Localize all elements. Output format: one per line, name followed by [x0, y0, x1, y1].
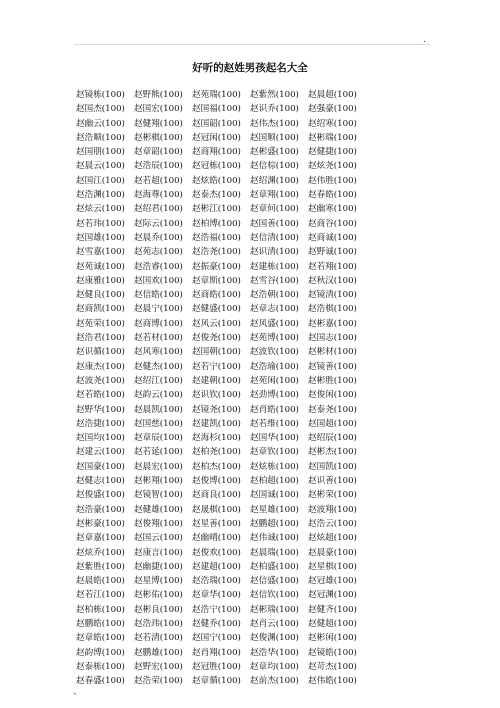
name-entry: 赵章钦(100): [250, 447, 299, 458]
name-entry: 赵国宁(100): [192, 633, 241, 644]
name-entry: 赵强豪(100): [308, 104, 357, 115]
name-entry: 赵雪嘉(100): [76, 247, 125, 258]
name-entry: 赵春皓(100): [308, 190, 357, 201]
name-entry: 赵国善(100): [250, 218, 299, 229]
name-entry: 赵伟皓(100): [308, 676, 357, 687]
name-entry: 赵星棋(100): [308, 561, 357, 572]
name-entry: 赵章志(100): [250, 304, 299, 315]
name-entry: 赵前杰(100): [250, 676, 299, 687]
name-entry: 赵国朝(100): [192, 347, 241, 358]
name-entry: 赵俊盛(100): [76, 490, 125, 501]
name-entry: 赵肖皓(100): [250, 404, 299, 415]
name-entry: 赵健超(100): [308, 618, 357, 629]
name-entry: 赵秋汉(100): [308, 275, 357, 286]
name-entry: 赵镜栋(100): [76, 90, 125, 100]
name-entry: 赵浩睿(100): [134, 261, 183, 272]
page-title: 好听的赵姓男孩起名大全: [192, 62, 308, 74]
name-entry: 赵苑瑞(100): [192, 90, 241, 100]
name-entry: 赵炫云(100): [76, 204, 125, 215]
name-entry: 赵冠栋(100): [192, 161, 241, 172]
name-entry: 赵苑闲(100): [250, 375, 299, 386]
name-entry: 赵若翔(100): [308, 261, 357, 272]
name-entry: 赵章韶(100): [134, 147, 183, 158]
name-entry: 赵柏杰(100): [192, 461, 241, 472]
name-entry: 赵冠胜(100): [192, 661, 241, 672]
name-entry: 赵国雄(100): [76, 232, 125, 243]
name-entry: 赵彬荣(100): [308, 490, 357, 501]
name-entry: 赵紫然(100): [250, 90, 299, 100]
name-entry: 赵晨瑞(100): [250, 547, 299, 558]
name-entry: 赵彬豪(100): [76, 518, 125, 529]
name-entry: 赵浩尧(100): [192, 247, 241, 258]
name-entry: 赵波钦(100): [250, 347, 299, 358]
name-entry: 赵波翔(100): [308, 504, 357, 515]
name-entry: 赵彬杰(100): [308, 447, 357, 458]
name-entry: 赵商翔(100): [192, 147, 241, 158]
name-entry: 赵国慈(100): [134, 418, 183, 429]
name-entry: 赵风盛(100): [250, 318, 299, 329]
name-entry: 赵浩福(100): [192, 232, 241, 243]
name-entry: 赵国豪(100): [76, 461, 125, 472]
name-entry: 赵浩棋(100): [308, 304, 357, 315]
name-entry: 赵星雄(100): [250, 504, 299, 515]
name-entry: 赵识善(100): [308, 476, 357, 487]
name-entry: 赵晟棋(100): [192, 504, 241, 515]
name-entry: 赵绍君(100): [134, 204, 183, 215]
name-entry: 赵波尧(100): [76, 375, 125, 386]
name-entry: 赵彬良(100): [134, 604, 183, 615]
name-entry: 赵绍辰(100): [308, 433, 357, 444]
name-entry: 赵健良(100): [76, 290, 125, 301]
name-entry: 赵商良(100): [192, 490, 241, 501]
header-rule: [74, 44, 430, 45]
name-entry: 赵浩玮(100): [134, 618, 183, 629]
name-entry: 赵海尊(100): [134, 190, 183, 201]
name-entry: 赵建凯(100): [192, 418, 241, 429]
name-entry: 赵彬嘉(100): [308, 318, 357, 329]
name-entry: 赵野诚(100): [308, 247, 357, 258]
name-entry: 赵国凯(100): [308, 461, 357, 472]
name-entry: 赵海杉(100): [192, 433, 241, 444]
name-entry: 赵彬材(100): [308, 347, 357, 358]
name-entry: 赵俊博(100): [192, 476, 241, 487]
name-entry: 赵国均(100): [76, 433, 125, 444]
name-entry: 赵章何(100): [250, 204, 299, 215]
name-entry: 赵康言(100): [134, 547, 183, 558]
name-entry: 赵柏博(100): [192, 218, 241, 229]
name-entry: 赵浩豪(100): [76, 504, 125, 515]
name-entry: 赵韵云(100): [134, 390, 183, 401]
name-entry: 赵鹏雄(100): [134, 647, 183, 658]
name-entry: 赵商皓(100): [192, 290, 241, 301]
name-entry: 赵商凯(100): [76, 304, 125, 315]
name-entry: 赵浩云(100): [308, 518, 357, 529]
name-entry: 赵炫乔(100): [76, 547, 125, 558]
name-entry: 赵浩华(100): [250, 647, 299, 658]
name-entry: 赵绍渊(100): [250, 175, 299, 186]
name-entry: 赵识循(100): [76, 347, 125, 358]
name-entry: 赵星博(100): [134, 576, 183, 587]
name-entry: 赵识乔(100): [250, 104, 299, 115]
name-entry: 赵国华(100): [250, 433, 299, 444]
name-entry: 赵柏尧(100): [192, 447, 241, 458]
name-entry: 赵炫皓(100): [192, 175, 241, 186]
name-entry: 赵韵博(100): [76, 647, 125, 658]
name-entry: 赵幽云(100): [76, 118, 125, 129]
name-entry: 赵炫栋(100): [250, 461, 299, 472]
name-entry: 赵健杰(100): [134, 361, 183, 372]
name-entry: 赵国云(100): [134, 533, 183, 544]
name-entry: 赵彬棋(100): [134, 132, 183, 143]
name-entry: 赵鹏皓(100): [76, 618, 125, 629]
name-entry: 赵晨宁(100): [134, 304, 183, 315]
name-entry: 赵康雅(100): [76, 275, 125, 286]
name-entry: 赵伟杰(100): [250, 118, 299, 129]
name-entry: 赵彬盛(100): [250, 147, 299, 158]
name-entry: 赵信钦(100): [250, 590, 299, 601]
name-entry: 赵炫超(100): [308, 533, 357, 544]
name-entry: 赵冠闲(100): [192, 132, 241, 143]
name-entry: 赵晨豪(100): [308, 547, 357, 558]
name-entry: 赵苑志(100): [134, 247, 183, 258]
name-entry: 赵健雄(100): [134, 504, 183, 515]
name-entry: 赵建栋(100): [250, 261, 299, 272]
name-entry: 赵国朋(100): [76, 147, 125, 158]
name-entry: 赵晨宏(100): [134, 461, 183, 472]
name-entry: 赵镜皓(100): [308, 647, 357, 658]
name-entry: 赵国欢(100): [134, 275, 183, 286]
name-entry: 赵浩捷(100): [76, 418, 125, 429]
name-entry: 赵国超(100): [308, 418, 357, 429]
name-entry: 赵晨超(100): [308, 90, 357, 100]
name-entry: 赵彬瑞(100): [250, 604, 299, 615]
name-entry: 赵俊渊(100): [250, 633, 299, 644]
name-entry: 赵章斯(100): [192, 275, 241, 286]
name-entry: 赵浩荣(100): [134, 676, 183, 687]
name-entry: 赵镜尧(100): [192, 404, 241, 415]
name-entry: 赵冠渊(100): [308, 590, 357, 601]
name-entry: 赵柏超(100): [250, 476, 299, 487]
name-entry: 赵雪谷(100): [250, 275, 299, 286]
name-entry: 赵彬胜(100): [308, 375, 357, 386]
name-entry: 赵国顺(100): [250, 132, 299, 143]
name-entry: 赵春盛(100): [76, 676, 125, 687]
name-entry: 赵伟胜(100): [308, 175, 357, 186]
name-entry: 赵彬翔(100): [134, 476, 183, 487]
name-entry: 赵劲博(100): [250, 390, 299, 401]
name-entry: 赵浩朝(100): [250, 290, 299, 301]
name-entry: 赵际云(100): [134, 218, 183, 229]
name-entry: 赵风云(100): [192, 318, 241, 329]
name-entry: 赵国福(100): [192, 104, 241, 115]
name-entry: 赵振豪(100): [192, 261, 241, 272]
name-entry: 赵肖翔(100): [192, 647, 241, 658]
corner-mark: .: [423, 35, 426, 45]
name-entry: 赵健捷(100): [308, 147, 357, 158]
name-entry: 赵健志(100): [76, 476, 125, 487]
name-entry: 赵健盛(100): [192, 304, 241, 315]
name-entry: 赵紫胜(100): [76, 561, 125, 572]
name-entry: 赵若玮(100): [76, 218, 125, 229]
name-entry: 赵信皓(100): [134, 290, 183, 301]
name-entry: 赵识钦(100): [192, 390, 241, 401]
name-entry: 赵幽寒(100): [308, 204, 357, 215]
name-entry: 赵若超(100): [134, 175, 183, 186]
name-entry: 赵彬佑(100): [134, 590, 183, 601]
name-entry: 赵柏栋(100): [76, 604, 125, 615]
name-entry: 赵若延(100): [134, 447, 183, 458]
name-entry: 赵苑博(100): [250, 333, 299, 344]
name-entry: 赵国志(100): [308, 333, 357, 344]
name-entry: 赵识清(100): [250, 247, 299, 258]
name-entry: 赵若维(100): [250, 418, 299, 429]
name-entry: 赵建朝(100): [192, 375, 241, 386]
name-entry: 赵俊尧(100): [192, 333, 241, 344]
name-entry: 赵彬瑞(100): [308, 132, 357, 143]
name-entry: 赵浩渊(100): [76, 190, 125, 201]
name-entry: 赵健乔(100): [192, 618, 241, 629]
name-entry: 赵康杰(100): [76, 361, 125, 372]
name-entry: 赵信盛(100): [250, 576, 299, 587]
name-entry: 赵野华(100): [76, 404, 125, 415]
name-entry: 赵绍寒(100): [308, 118, 357, 129]
name-entry: 赵野熊(100): [134, 90, 183, 100]
name-entry: 赵俊翔(100): [134, 518, 183, 529]
name-entry: 赵章嘉(100): [76, 533, 125, 544]
name-entry: 赵苑诚(100): [76, 261, 125, 272]
name-entry: 赵泰杰(100): [192, 190, 241, 201]
name-entry: 赵风寒(100): [134, 347, 183, 358]
name-entry: 赵星善(100): [192, 518, 241, 529]
name-entry: 赵信棕(100): [250, 161, 299, 172]
name-entry: 赵商博(100): [134, 318, 183, 329]
name-entry: 赵章循(100): [192, 676, 241, 687]
name-entry: 赵浩瑞(100): [192, 576, 241, 587]
name-entry: 赵浩瑜(100): [250, 361, 299, 372]
name-entry: 赵晨皓(100): [76, 576, 125, 587]
name-entry: 赵晨云(100): [76, 161, 125, 172]
name-entry: 赵国江(100): [76, 175, 125, 186]
name-entry: 赵章华(100): [192, 590, 241, 601]
name-entry: 赵若宁(100): [192, 361, 241, 372]
name-entry: 赵国杰(100): [76, 104, 125, 115]
name-entry: 赵镜善(100): [308, 361, 357, 372]
name-entry: 赵若皓(100): [76, 390, 125, 401]
name-entry: 赵建云(100): [76, 447, 125, 458]
name-entry: 赵野宏(100): [134, 661, 183, 672]
name-entry: 赵伟诚(100): [250, 533, 299, 544]
name-entry: 赵柏盛(100): [250, 561, 299, 572]
name-entry: 赵炫尧(100): [308, 161, 357, 172]
name-entry: 赵若清(100): [134, 633, 183, 644]
name-entry: 赵浩顺(100): [76, 132, 125, 143]
name-entry: 赵晨凯(100): [134, 404, 183, 415]
name-entry: 赵健翔(100): [134, 118, 183, 129]
name-entry: 赵章均(100): [250, 661, 299, 672]
name-entry: 赵信清(100): [250, 232, 299, 243]
name-entry: 赵冠雄(100): [308, 576, 357, 587]
name-entry: 赵晨乔(100): [134, 232, 183, 243]
name-entry: 赵镜清(100): [308, 290, 357, 301]
name-entry: 赵镜智(100): [134, 490, 183, 501]
name-entry: 赵苑荣(100): [76, 318, 125, 329]
name-entry: 赵苛杰(100): [308, 661, 357, 672]
name-entry: 赵彬江(100): [192, 204, 241, 215]
name-entry: 赵鹏超(100): [250, 518, 299, 529]
name-entry: 赵肖云(100): [250, 618, 299, 629]
name-entry: 赵国诚(100): [250, 490, 299, 501]
name-list-grid: [76, 88, 366, 688]
name-entry: 赵浩宁(100): [192, 604, 241, 615]
name-entry: 赵俊闲(100): [308, 390, 357, 401]
name-entry: 赵商诚(100): [308, 232, 357, 243]
name-entry: 赵若材(100): [134, 333, 183, 344]
name-entry: 赵商谷(100): [308, 218, 357, 229]
name-entry: 赵章皓(100): [76, 633, 125, 644]
name-entry: 赵建超(100): [192, 561, 241, 572]
name-entry: 赵绍江(100): [134, 375, 183, 386]
name-entry: 赵泰栋(100): [76, 661, 125, 672]
name-entry: 赵彬闲(100): [308, 633, 357, 644]
name-entry: 赵国韶(100): [192, 118, 241, 129]
name-entry: 赵健齐(100): [308, 604, 357, 615]
name-entry: 赵浩君(100): [76, 333, 125, 344]
name-entry: 赵泰尧(100): [308, 404, 357, 415]
name-entry: 赵俊欢(100): [192, 547, 241, 558]
footer-mark: 、: [73, 687, 83, 697]
name-entry: 赵国宏(100): [134, 104, 183, 115]
name-entry: 赵章翔(100): [250, 190, 299, 201]
name-entry: 赵浩辰(100): [134, 161, 183, 172]
name-entry: 赵章辰(100): [134, 433, 183, 444]
name-entry: 赵幽捷(100): [134, 561, 183, 572]
name-entry: 赵幽晴(100): [192, 533, 241, 544]
name-entry: 赵若江(100): [76, 590, 125, 601]
